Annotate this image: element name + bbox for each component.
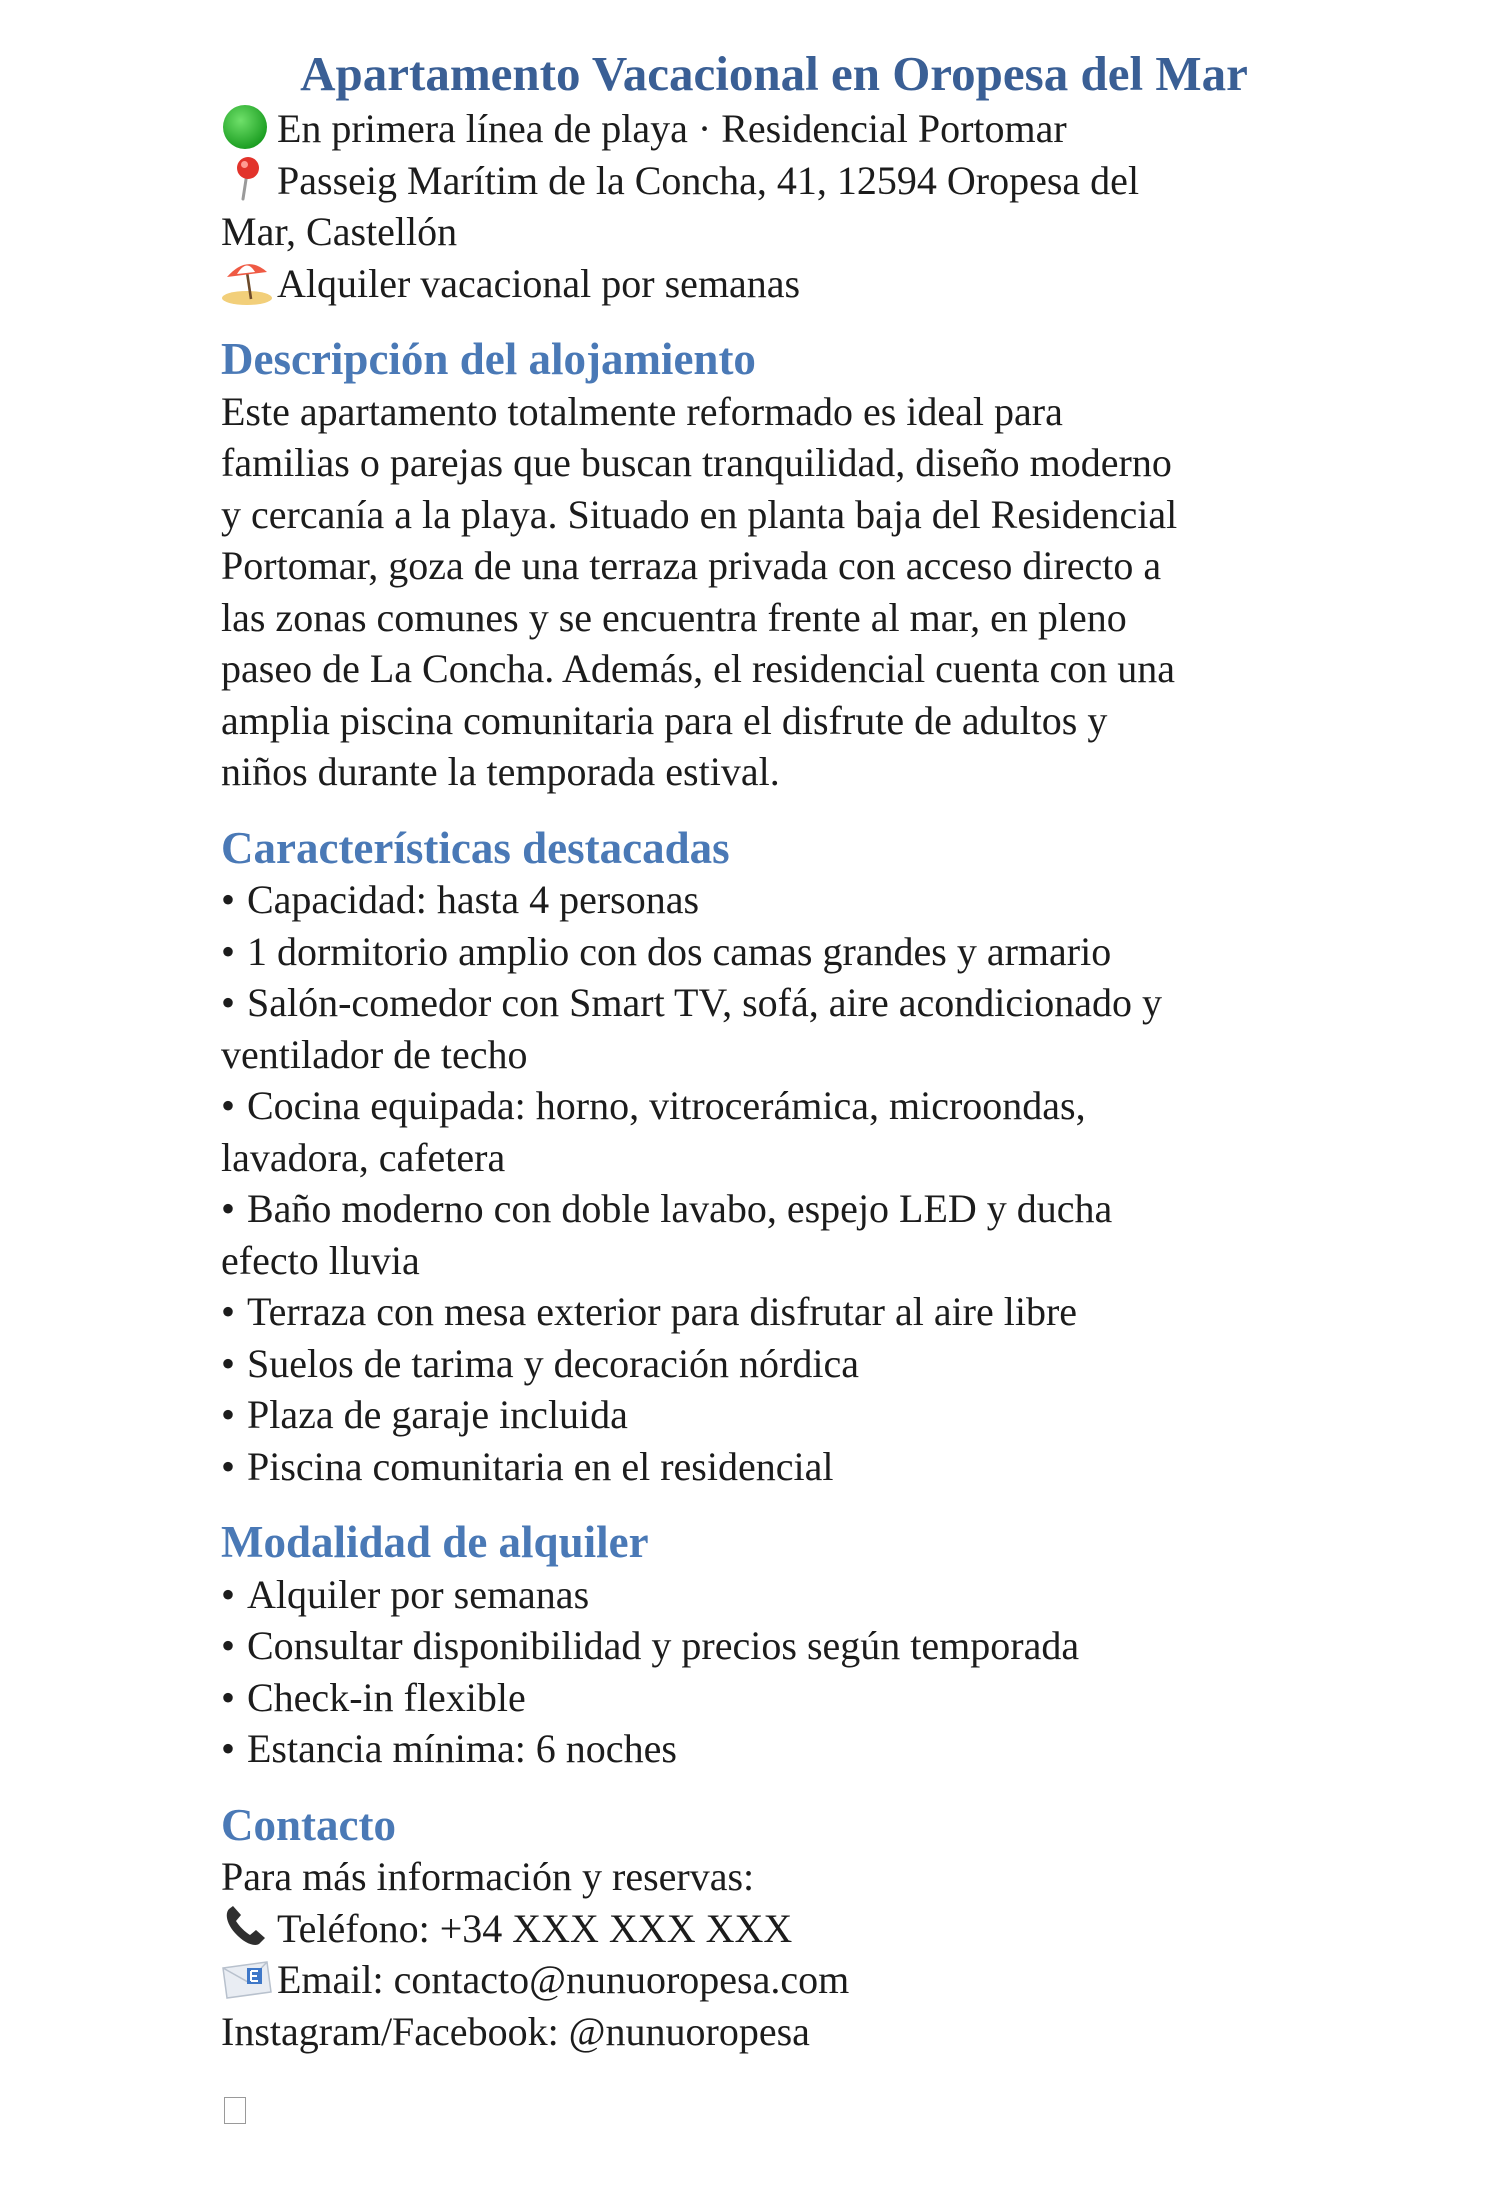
address-line-2: Mar, Castellón bbox=[221, 209, 458, 254]
bullet: • bbox=[221, 1392, 236, 1437]
list-item: • Capacidad: hasta 4 personas bbox=[221, 874, 1301, 926]
beachfront-text: En primera línea de playa · Residencial Portomar bbox=[277, 106, 1067, 151]
description-line: familias o parejas que buscan tranquilidad, diseño moderno bbox=[221, 440, 1172, 485]
rental-heading: Modalidad de alquiler bbox=[221, 1517, 649, 1567]
rental-list bbox=[221, 1569, 1301, 1775]
bullet: • bbox=[221, 1289, 236, 1334]
description-line: niños durante la temporada estival. bbox=[221, 749, 780, 794]
description-line: y cercanía a la playa. Situado en planta baja del Residencial bbox=[221, 491, 1178, 537]
contact-heading: Contacto bbox=[221, 1799, 396, 1850]
list-item: • Check-in flexible bbox=[221, 1672, 1301, 1724]
list-item: • Alquiler por semanas bbox=[221, 1569, 1301, 1621]
description-paragraph bbox=[221, 386, 1301, 798]
bullet: • bbox=[221, 980, 236, 1025]
features-list bbox=[221, 874, 1301, 1492]
document bbox=[221, 44, 1301, 2137]
rental-type-text: Alquiler vacacional por semanas bbox=[277, 260, 801, 306]
bullet: • bbox=[221, 1083, 236, 1128]
list-item: • Suelos de tarima y decoración nórdica bbox=[221, 1338, 1301, 1390]
beach-umbrella-icon bbox=[221, 258, 277, 306]
rental-type-line bbox=[221, 258, 1301, 310]
bullet: • bbox=[221, 1674, 236, 1720]
description-line: paseo de La Concha. Además, el residencial cuenta con una bbox=[221, 646, 1176, 691]
list-item: • Baño moderno con doble lavabo, espejo LED y ducha efecto lluvia bbox=[221, 1183, 1301, 1286]
missing-glyph-box bbox=[224, 2097, 246, 2124]
bullet: • bbox=[221, 1726, 236, 1771]
description-line: amplia piscina comunitaria para el disfrute de adultos y bbox=[221, 697, 1108, 743]
description-line: Portomar, goza de una terraza privada con acceso directo a bbox=[221, 543, 1162, 588]
list-item: • Salón-comedor con Smart TV, sofá, aire acondicionado y ventilador de techo bbox=[221, 977, 1301, 1080]
contact-email-line bbox=[221, 1954, 1301, 2006]
contact-phone-text: Teléfono: +34 XXX XXX XXX bbox=[277, 1905, 793, 1951]
description-line: las zonas comunes y se encuentra frente al mar, en pleno bbox=[221, 594, 1127, 640]
contact-phone-line bbox=[221, 1903, 1301, 1955]
bullet: • bbox=[221, 1186, 236, 1231]
bullet: • bbox=[221, 1443, 236, 1489]
contact-social: Instagram/Facebook: @nunuoropesa bbox=[221, 2008, 810, 2054]
list-item: • Cocina equipada: horno, vitrocerámica, microondas, lavadora, cafetera bbox=[221, 1080, 1301, 1183]
bullet: • bbox=[221, 1623, 236, 1668]
list-item: • Terraza con mesa exterior para disfrutar al aire libre bbox=[221, 1286, 1301, 1338]
bullet: • bbox=[221, 1340, 236, 1386]
list-item: • 1 dormitorio amplio con dos camas grandes y armario bbox=[221, 926, 1301, 978]
contact-intro: Para más información y reservas: bbox=[221, 1854, 755, 1899]
envelope-e-mail-icon bbox=[221, 1954, 277, 2002]
contact-email-text: Email: contacto@nunuoropesa.com bbox=[277, 1957, 850, 2002]
list-item: • Plaza de garaje incluida bbox=[221, 1389, 1301, 1441]
beachfront-line bbox=[221, 103, 1301, 155]
green-circle-icon bbox=[221, 103, 277, 151]
bullet: • bbox=[221, 1571, 236, 1617]
list-item: • Estancia mínima: 6 noches bbox=[221, 1723, 1301, 1775]
description-heading: Descripción del alojamiento bbox=[221, 334, 756, 384]
red-pin-icon bbox=[221, 155, 277, 203]
address-line bbox=[221, 155, 1301, 207]
list-item: • Consultar disponibilidad y precios según temporada bbox=[221, 1620, 1301, 1672]
page-title: Apartamento Vacacional en Oropesa del Mar bbox=[300, 46, 1248, 101]
bullet: • bbox=[221, 928, 236, 974]
list-item: • Piscina comunitaria en el residencial bbox=[221, 1441, 1301, 1493]
address-text-1: Passeig Marítim de la Concha, 41, 12594 Oropesa del bbox=[277, 157, 1140, 203]
bullet: • bbox=[221, 877, 236, 922]
telephone-receiver-icon bbox=[221, 1903, 277, 1951]
features-heading: Características destacadas bbox=[221, 822, 730, 873]
description-line: Este apartamento totalmente reformado es ideal para bbox=[221, 388, 1063, 434]
